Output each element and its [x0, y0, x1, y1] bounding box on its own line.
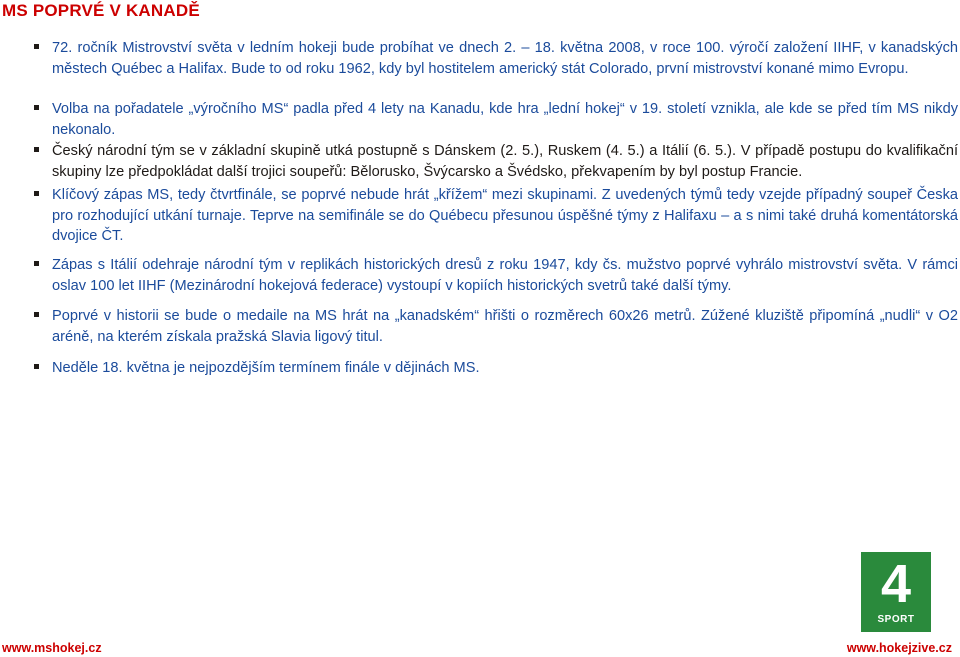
bullet-icon [34, 105, 39, 110]
list-item-text: Volba na pořadatele „výročního MS“ padla před 4 lety na Kanadu, kde hra „lední hokej“ v 19. století vznikla, ale kde se před tím MS nikdy nekonalo. [52, 101, 958, 138]
logo-digit: 4 [880, 554, 912, 614]
list-item-text: Poprvé v historii se bude o medaile na MS hrát na „kanadském“ hřišti o rozměrech 60x26 metrů. Zúžené kluziště připomíná „nudli“ v O2 aréně, na kterém získala pražská Slavia ligový titul. [52, 308, 958, 345]
bullet-icon [34, 147, 39, 152]
list-item-text: Český národní tým se v základní skupině utká postupně s Dánskem (2. 5.), Ruskem (4. 5.) a Itálií (6. 5.). V případě postupu do kvalifikační skupiny lze předpokládat další trojici soupeřů: Bělorusko, Švýcarsko a Švédsko, překvapením by byl postup Francie. [52, 143, 958, 180]
list-item-text: Klíčový zápas MS, tedy čtvrtfinále, se poprvé nebude hrát „křížem“ mezi skupinami. Z uvedených týmů tedy vzejde případný soupeř Česka pro rozhodující utkání turnaje. Teprve na semifinále se do Québecu přesunou úspěšné týmy z Halifaxu – a s nimi také druhá komentátorská dvojice ČT. [52, 187, 958, 244]
bullet-icon [34, 364, 39, 369]
footer-link-hokejzive[interactable]: www.hokejzive.cz [846, 641, 952, 655]
page-title: MS POPRVÉ V KANADĚ [2, 1, 200, 20]
bullet-icon [34, 44, 39, 49]
bullet-icon [34, 261, 39, 266]
list-item-text: Zápas s Itálií odehraje národní tým v replikách historických dresů z roku 1947, kdy čs. mužstvo poprvé vyhrálo mistrovství světa. V rámci oslav 100 let IIHF (Mezinárodní hokejová federace) vystoupí v kopiích historických svetrů také další týmy. [52, 257, 958, 294]
logo-label: SPORT [877, 614, 915, 625]
list-item-text: 72. ročník Mistrovství světa v ledním hokeji bude probíhat ve dnech 2. – 18. května 2008, v roce 100. výročí založení IIHF, v kanadských městech Québec a Halifax. Bude to od roku 1962, kdy byl hostitelem americký stát Colorado, první mistrovství konané mimo Evropu. [52, 40, 958, 77]
footer-link-mshokej[interactable]: www.mshokej.cz [2, 641, 102, 655]
bullet-icon [34, 312, 39, 317]
bullet-icon [34, 191, 39, 196]
list-item-text: Neděle 18. května je nejpozdějším termínem finále v dějinách MS. [52, 360, 480, 376]
sport4-logo [861, 552, 931, 632]
